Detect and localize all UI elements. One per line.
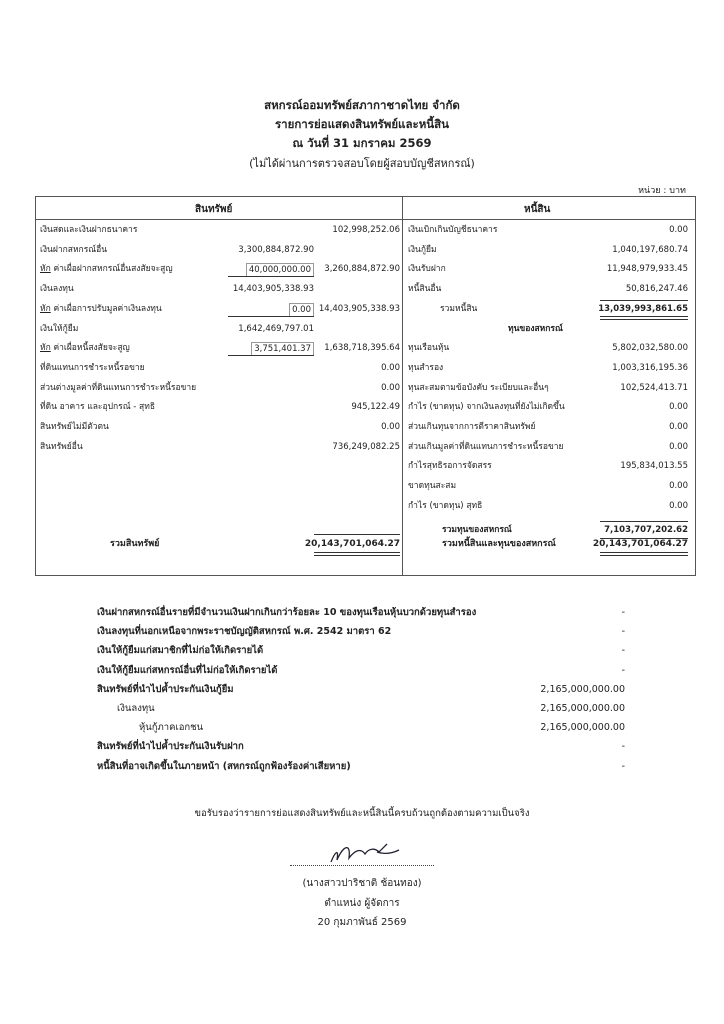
liability-label: เงินรับฝาก: [408, 264, 446, 275]
report-date: ณ วันที่ 31 มกราคม 2569: [292, 136, 432, 150]
liability-amount: 50,816,247.46: [625, 284, 688, 295]
liability-label: เงินกู้ยืม: [408, 244, 437, 255]
equity-label: กำไร (ขาดทุน) สุทธิ: [408, 500, 483, 511]
liability-double-rule: [600, 316, 688, 320]
assets-total: 20,143,701,064.27: [304, 539, 400, 549]
asset-amount: 0.00: [381, 382, 400, 393]
equity-rule: [600, 521, 688, 522]
note-label: เงินให้กู้ยืมแก่สหกรณ์อื่นที่ไม่ก่อให้เกิดรายได้: [97, 664, 278, 676]
equity-total: 7,103,707,202.62: [604, 524, 688, 535]
asset-amount: 102,998,252.06: [332, 225, 400, 235]
liability-label: หนี้สินอื่น: [408, 284, 442, 295]
equity-total-label: รวมทุนของสหกรณ์: [442, 524, 512, 535]
total-rule-top: [314, 534, 400, 535]
liabilities-total-label: รวมหนี้สิน: [440, 303, 478, 314]
equity-amount: 102,524,413.71: [620, 382, 688, 393]
asset-amount: 14,403,905,338.93: [318, 303, 400, 314]
liability-label: เงินเบิกเกินบัญชีธนาคาร: [408, 225, 498, 235]
header-divider: [35, 219, 696, 220]
total-double-rule: [314, 552, 400, 556]
equity-amount: 0.00: [669, 500, 688, 511]
assets-total-label: รวมสินทรัพย์: [110, 539, 160, 549]
asset-label: เงินสดและเงินฝากธนาคาร: [40, 225, 138, 235]
asset-label: ที่ดิน อาคาร และอุปกรณ์ - สุทธิ: [40, 402, 156, 413]
asset-label: สินทรัพย์ไม่มีตัวตน: [40, 422, 109, 432]
equity-label: ทุนเรือนหุ้น: [408, 343, 450, 354]
asset-label: หัก ค่าเผื่อหนี้สงสัยจะสูญ: [40, 343, 130, 354]
grand-total-label: รวมหนี้สินและทุนของสหกรณ์: [442, 539, 556, 549]
liability-amount: 1,040,197,680.74: [612, 244, 688, 255]
equity-amount: 0.00: [669, 422, 688, 432]
note-amount: -: [621, 607, 625, 618]
asset-amount: 945,122.49: [351, 402, 400, 413]
equity-heading: ทุนของสหกรณ์: [508, 323, 563, 334]
asset-amount: 0.00: [381, 362, 400, 373]
unit-label: หน่วย : บาท: [638, 186, 686, 196]
asset-amount-detail: 3,751,401.37: [251, 342, 314, 356]
liabilities-heading: หนี้สิน: [524, 204, 551, 215]
asset-amount: 0.00: [381, 422, 400, 432]
signature-line: [290, 865, 434, 866]
equity-amount: 0.00: [669, 402, 688, 413]
equity-amount: 5,802,032,580.00: [612, 343, 688, 354]
equity-amount: 1,003,316,195.36: [612, 362, 688, 373]
note-label: เงินลงทุนที่นอกเหนือจากพระราชบัญญัติสหกรณ์ พ.ศ. 2542 มาตรา 62: [97, 626, 392, 638]
audit-note: (ไม่ได้ผ่านการตรวจสอบโดยผู้สอบบัญชีสหกรณ์): [249, 157, 475, 170]
asset-label: เงินลงทุน: [40, 284, 74, 295]
note-amount: 2,165,000,000.00: [540, 703, 625, 714]
note-label: เงินให้กู้ยืมแก่สมาชิกที่ไม่ก่อให้เกิดรายได้: [97, 645, 264, 657]
asset-amount-detail: 1,642,469,797.01: [238, 323, 314, 334]
note-amount: -: [621, 741, 625, 753]
asset-label: เงินฝากสหกรณ์อื่น: [40, 244, 108, 255]
note-label: หุ้นกู้ภาคเอกชน: [139, 722, 204, 734]
note-label: สินทรัพย์ที่นำไปค้ำประกันเงินรับฝาก: [97, 741, 244, 753]
note-amount: -: [621, 645, 625, 657]
asset-label: หัก ค่าเผื่อการปรับมูลค่าเงินลงทุน: [40, 303, 162, 314]
equity-label: ขาดทุนสะสม: [408, 481, 457, 492]
equity-label: กำไรสุทธิรอการจัดสรร: [408, 461, 492, 472]
note-amount: 2,165,000,000.00: [540, 722, 625, 734]
signature-mark: [325, 838, 405, 868]
certification-text: ขอรับรองว่ารายการย่อแสดงสินทรัพย์และหนี้สินนี้ครบถ้วนถูกต้องตามความเป็นจริง: [194, 808, 530, 819]
subtotal-underline: [228, 316, 314, 317]
liability-rule: [600, 300, 688, 301]
asset-amount: 3,260,884,872.90: [324, 264, 400, 275]
asset-amount-detail: 14,403,905,338.93: [232, 284, 314, 295]
liability-amount: 0.00: [669, 225, 688, 235]
deduct-prefix: หัก: [40, 303, 51, 314]
asset-label: หัก ค่าเผื่อฝากสหกรณ์อื่นสงสัยจะสูญ: [40, 264, 173, 275]
note-label: เงินลงทุน: [117, 703, 155, 714]
equity-label: ส่วนเกินมูลค่าที่ดินแทนการชำระหนี้รอขาย: [408, 441, 564, 452]
liability-amount: 11,948,979,933.45: [606, 264, 688, 275]
asset-label: ส่วนต่างมูลค่าที่ดินแทนการชำระหนี้รอขาย: [40, 382, 197, 393]
note-amount: -: [621, 626, 625, 638]
liabilities-total: 13,039,993,861.65: [598, 303, 688, 314]
note-label: หนี้สินที่อาจเกิดขึ้นในภายหน้า (สหกรณ์ถูกฟ้องร้องค่าเสียหาย): [97, 760, 351, 772]
asset-label: เงินให้กู้ยืม: [40, 323, 79, 334]
subtotal-underline: [228, 276, 314, 277]
equity-label: ทุนสำรอง: [408, 362, 444, 373]
org-name: สหกรณ์ออมทรัพย์สภากาชาดไทย จำกัด: [264, 98, 460, 112]
asset-amount: 1,638,718,395.64: [324, 343, 400, 354]
report-title: รายการย่อแสดงสินทรัพย์และหนี้สิน: [274, 117, 450, 131]
grand-total: 20,143,701,064.27: [592, 539, 688, 549]
signatory-name: (นางสาวปาริชาติ ช้อนทอง): [302, 878, 422, 889]
asset-amount-detail: 3,300,884,872.90: [238, 244, 314, 255]
asset-label: ที่ดินแทนการชำระหนี้รอขาย: [40, 362, 145, 373]
grand-double-rule: [600, 552, 688, 556]
asset-amount-detail: 40,000,000.00: [246, 263, 314, 277]
note-label: สินทรัพย์ที่นำไปค้ำประกันเงินกู้ยืม: [97, 683, 234, 695]
equity-amount: 0.00: [669, 441, 688, 452]
note-amount: 2,165,000,000.00: [540, 683, 625, 695]
equity-amount: 195,834,013.55: [620, 461, 688, 472]
note-amount: -: [621, 664, 625, 676]
deduct-prefix: หัก: [40, 343, 51, 354]
equity-label: กำไร (ขาดทุน) จากเงินลงทุนที่ยังไม่เกิดขึ้น: [408, 402, 565, 413]
note-label: เงินฝากสหกรณ์อื่นรายที่มีจำนวนเงินฝากเกินกว่าร้อยละ 10 ของทุนเรือนหุ้นบวกด้วยทุนสำรอง: [97, 607, 477, 618]
deduct-prefix: หัก: [40, 264, 51, 275]
signatory-date: 20 กุมภาพันธ์ 2569: [317, 917, 407, 928]
subtotal-underline: [228, 355, 314, 356]
equity-label: ส่วนเกินทุนจากการตีราคาสินทรัพย์: [408, 422, 536, 432]
note-amount: -: [621, 760, 625, 772]
equity-amount: 0.00: [669, 481, 688, 492]
asset-amount: 736,249,082.25: [332, 441, 400, 452]
center-divider: [402, 196, 403, 576]
asset-label: สินทรัพย์อื่น: [40, 441, 83, 452]
equity-label: ทุนสะสมตามข้อบังคับ ระเบียบและอื่นๆ: [408, 382, 549, 393]
signatory-position: ตำแหน่ง ผู้จัดการ: [324, 898, 400, 909]
asset-amount-detail: 0.00: [289, 303, 314, 317]
assets-heading: สินทรัพย์: [195, 204, 233, 215]
